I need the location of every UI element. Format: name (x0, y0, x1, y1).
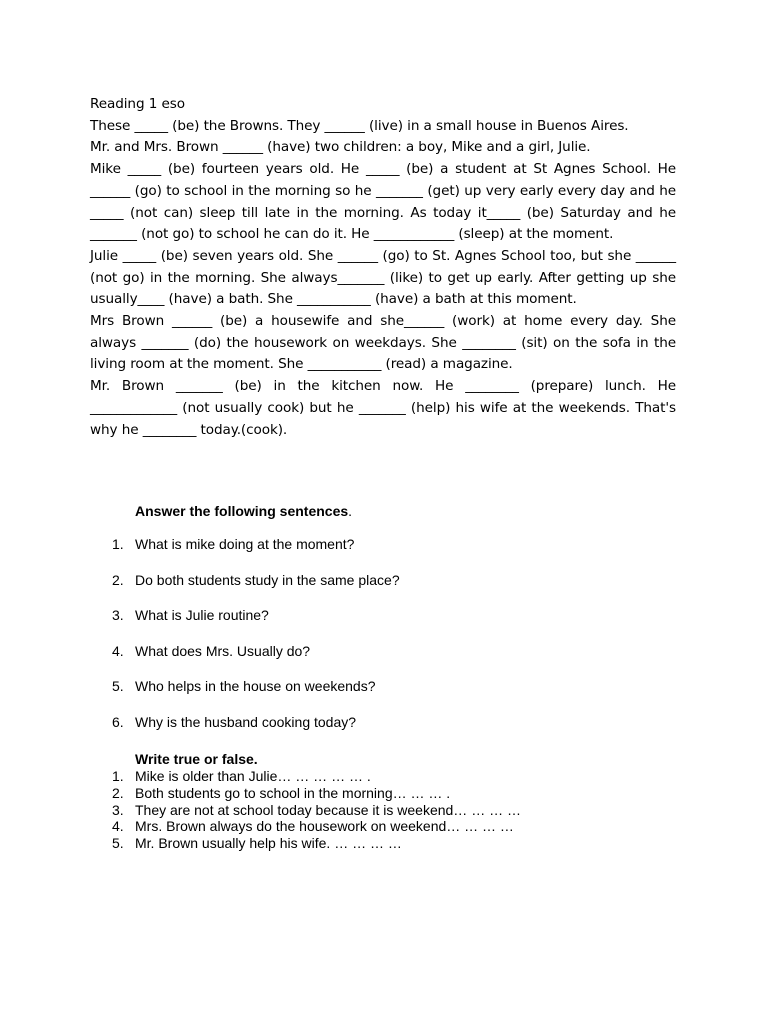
true-false-heading: Write true or false. (135, 751, 258, 767)
true-false-list (112, 768, 521, 852)
statement-text: Both students go to school in the morning… … … . (135, 784, 451, 801)
question-number: 1. (112, 536, 124, 552)
statement-text: Mike is older than Julie… … … … … . (135, 768, 371, 784)
list-item (112, 535, 400, 553)
question-text: What is mike doing at the moment? (135, 536, 355, 552)
statement-number: 2. (112, 784, 124, 801)
list-item (112, 677, 400, 695)
list-item (112, 835, 521, 852)
statement-text: Mrs. Brown always do the housework on weekend… … … … (135, 818, 514, 835)
statement-text: They are not at school today because it is weekend… … … … (135, 801, 521, 818)
list-item (112, 785, 521, 802)
question-text: What is Julie routine? (135, 607, 269, 624)
question-text: Why is the husband cooking today? (135, 713, 357, 730)
question-number: 2. (112, 571, 124, 588)
list-item (112, 802, 521, 819)
list-item (112, 818, 521, 835)
list-item (112, 642, 400, 660)
question-number: 4. (112, 642, 124, 659)
question-number: 5. (112, 678, 124, 695)
statement-number: 5. (112, 835, 124, 852)
questions-heading (135, 502, 352, 520)
reading-paragraph-4: Julie _____ (be) seven years old. She ______ (go) to St. Agnes School too, but she ______ (not go) in the morning. She always_______ (like) to get up early. After getting up she usually____ (have) a bath. She ___________ (have) a bath at this moment. (90, 247, 676, 308)
reading-passage (90, 94, 676, 441)
reading-paragraph-5: Mrs Brown ______ (be) a housewife and she______ (work) at home every day. She always _______ (do) the housework on weekdays. She ________ (sit) on the sofa in the living room at the moment. She ___________ (read) a magazine. (90, 313, 676, 373)
question-number: 3. (112, 607, 124, 624)
list-item (112, 713, 400, 731)
reading-paragraph-2: Mr. and Mrs. Brown ______ (have) two children: a boy, Mike and a girl, Julie. (90, 139, 591, 156)
reading-paragraph-3: Mike _____ (be) fourteen years old. He _____ (be) a student at St Agnes School. He ______ (go) to school in the morning so he _______ (get) up very early every day and he _____ (not can) sleep till late in the morning. As today it_____ (be) Saturday and he _______ (not go) to school he can do it. He ____________ (sleep) at the moment. (90, 161, 676, 243)
statement-number: 3. (112, 801, 124, 818)
statement-number: 4. (112, 818, 124, 835)
questions-heading-text: Answer the following sentences (135, 503, 349, 519)
question-text: Who helps in the house on weekends? (135, 678, 376, 695)
question-text: What does Mrs. Usually do? (135, 642, 311, 659)
question-number: 6. (112, 713, 124, 730)
reading-paragraph-6: Mr. Brown _______ (be) in the kitchen now. He ________ (prepare) lunch. He _____________ (not usually cook) but he _______ (help) his wife at the weekends. That's why he ________ today.(cook). (90, 378, 676, 438)
questions-list (112, 535, 400, 749)
list-item (112, 606, 400, 624)
list-item (112, 768, 521, 785)
reading-title: Reading 1 eso (90, 96, 185, 112)
statement-text: Mr. Brown usually help his wife. … … … … (135, 835, 402, 852)
list-item (112, 571, 400, 589)
statement-number: 1. (112, 768, 124, 784)
questions-heading-period: . (348, 503, 353, 519)
question-text: Do both students study in the same place? (135, 571, 400, 588)
reading-paragraph-1: These _____ (be) the Browns. They ______ (live) in a small house in Buenos Aires. (90, 117, 629, 134)
